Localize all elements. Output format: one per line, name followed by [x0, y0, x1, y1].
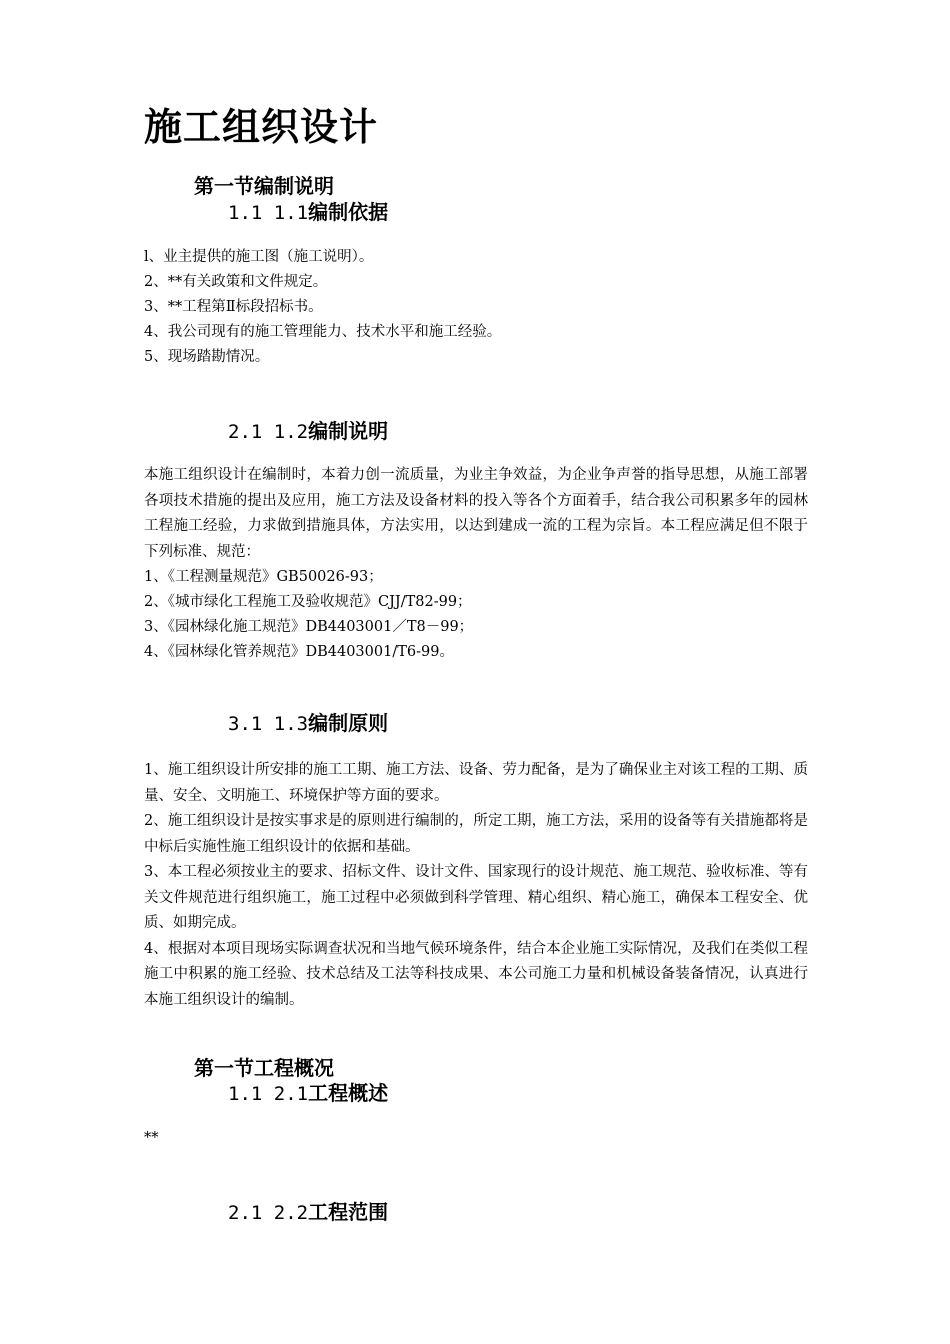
document-title: 施工组织设计: [144, 104, 379, 149]
subsection-number: 3.1 1.3: [228, 713, 309, 735]
list-item: 1、《工程测量规范》GB50026-93；: [144, 569, 383, 585]
subsection-number: 2.1 1.2: [228, 421, 309, 443]
list-item: 3、**工程第Ⅱ标段招标书。: [144, 299, 323, 315]
subsection-heading: [228, 199, 388, 226]
list-item: 4、《园林绿化管养规范》DB4403001/T6-99。: [144, 644, 454, 660]
list-item: 3、本工程必须按业主的要求、招标文件、设计文件、国家现行的设计规范、施工规范、验收标准、等有关文件规范进行组织施工，施工过程中必须做到科学管理、精心组织、精心施工，确保本工程安全、优质、如期完成。: [144, 864, 808, 931]
section-heading: 第一节编制说明: [194, 174, 334, 198]
overview-paragraph: **: [144, 1130, 159, 1146]
subsection-number: 1.1 2.1: [228, 1083, 309, 1105]
subsection-title: 编制依据: [308, 200, 389, 224]
basis-list: [144, 245, 808, 370]
list-item: 2、施工组织设计是按实事求是的原则进行编制的，所定工期，施工方法，采用的设备等有关措施都将是中标后实施性施工组织设计的依据和基础。: [144, 813, 808, 855]
list-item: 5、现场踏勘情况。: [144, 349, 270, 365]
subsection-number: 2.1 2.2: [228, 1202, 309, 1224]
principles-list: [144, 758, 808, 1013]
section-heading: 第一节工程概况: [194, 1056, 334, 1080]
subsection-title: 编制原则: [308, 711, 389, 735]
subsection-title: 工程范围: [308, 1200, 389, 1224]
subsection-title: 工程概述: [308, 1081, 389, 1105]
subsection-heading: [228, 710, 388, 737]
list-item: 4、我公司现有的施工管理能力、技术水平和施工经验。: [144, 324, 502, 340]
subsection-heading: [228, 1199, 388, 1226]
list-item: 3、《园林绿化施工规范》DB4403001／T8－99；: [144, 619, 474, 635]
list-item: 4、根据对本项目现场实际调查状况和当地气候环境条件，结合本企业施工实际情况，及我们在类似工程施工中积累的施工经验、技术总结及工法等科技成果、本公司施工力量和机械设备装备情况，认真进行本施工组织设计的编制。: [144, 940, 808, 1008]
list-item: 2、《城市绿化工程施工及验收规范》CJJ/T82-99；: [144, 594, 472, 610]
list-item: 1、施工组织设计所安排的施工工期、施工方法、设备、劳力配备，是为了确保业主对该工程的工期、质量、安全、文明施工、环境保护等方面的要求。: [144, 762, 808, 804]
subsection-number: 1.1 1.1: [228, 202, 309, 224]
list-item: l、业主提供的施工图（施工说明）。: [144, 249, 374, 265]
subsection-heading: [228, 418, 388, 445]
list-item: 2、**有关政策和文件规定。: [144, 274, 328, 290]
subsection-heading: [228, 1080, 388, 1107]
explanation-paragraph: 本施工组织设计在编制时，本着力创一流质量，为业主争效益，为企业争声誉的指导思想，从施工部署各项技术措施的提出及应用，施工方法及设备材料的投入等各个方面着手，结合我公司积累多年的园林工程施工经验，力求做到措施具体，方法实用，以达到建成一流的工程为宗旨。本工程应满足但不限于下列标准、规范：: [144, 467, 808, 560]
standards-list: [144, 565, 808, 665]
subsection-title: 编制说明: [308, 419, 389, 443]
